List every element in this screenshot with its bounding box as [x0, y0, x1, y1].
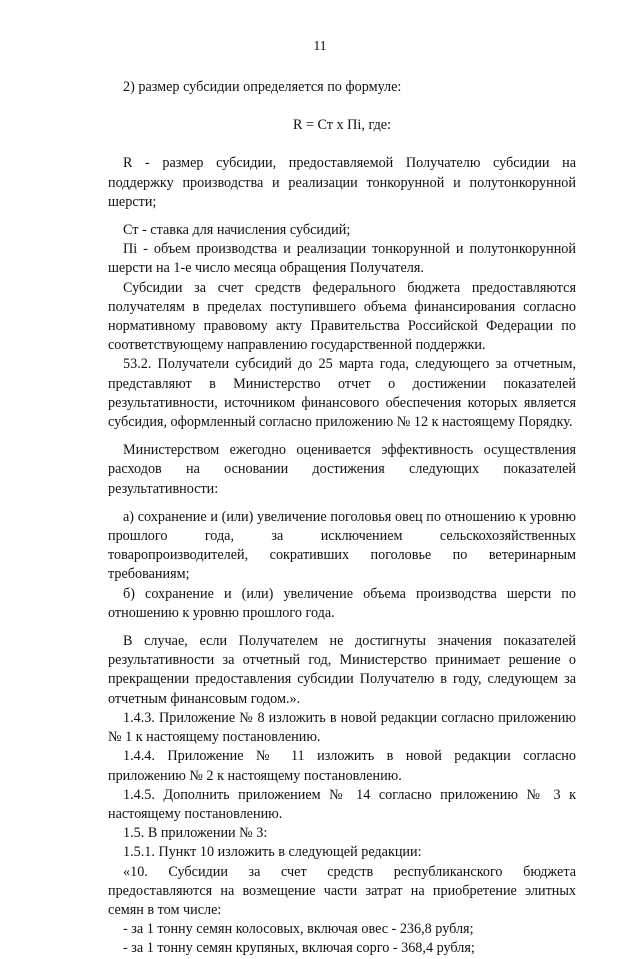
paragraph-53-2: 53.2. Получатели субсидий до 25 марта года, следующего за отчетным, представляют в Министерство отчет о достижении показателей результативности, источником финансового обеспечения которых является субсидия, оформленный согласно приложению № 12 к настоящему Порядку.: [108, 356, 576, 431]
list-item-grain-seeds: - за 1 тонну семян колосовых, включая овес - 236,8 рубля;: [123, 921, 474, 938]
page-number: 11: [313, 38, 327, 53]
paragraph-1-4-5: 1.4.5. Дополнить приложением № 14 согласно приложению № 3 к настоящему постановлению.: [108, 786, 576, 822]
paragraph-formula-intro: 2) размер субсидии определяется по формуле:: [123, 79, 402, 95]
paragraph-1-4-3: 1.4.3. Приложение № 8 изложить в новой редакции согласно приложению № 1 к настоящему постановлению.: [108, 709, 576, 746]
paragraph-1-4-4: 1.4.4. Приложение № 11 изложить в новой редакции согласно приложению № 2 к настоящему постановлению.: [108, 748, 576, 784]
paragraph-1-5-1: 1.5.1. Пункт 10 изложить в следующей редакции:: [123, 844, 422, 861]
list-item-groat-seeds: - за 1 тонну семян крупяных, включая сорго - 368,4 рубля;: [123, 940, 475, 957]
paragraph-not-achieved: В случае, если Получателем не достигнуты значения показателей результативности за отчетный год, Министерство принимает решение о прекращении предоставления субсидии Получателю в году, следующем за отчетным финансовым годом.».: [108, 633, 576, 707]
paragraph-rate-definition: Ст - ставка для начисления субсидий;: [123, 222, 351, 239]
paragraph-item-a: а) сохранение и (или) увеличение поголовья овец по отношению к уровню прошлого года, за исключением сельскохозяйственных товаропроизводителей, сокративших поголовье по ветеринарным требованиям;: [108, 508, 576, 583]
paragraph-volume-definition: Пi - объем производства и реализации тонкорунной и полутонкорунной шерсти на 1-е число месяца обращения Получателя.: [108, 241, 576, 277]
paragraph-item-b: б) сохранение и (или) увеличение объема производства шерсти по отношению к уровню прошлого года.: [108, 585, 576, 621]
paragraph-r-definition: R - размер субсидии, предоставляемой Получателю субсидии на поддержку производства и реализации тонкорунной и полутонкорунной шерсти;: [108, 155, 576, 210]
paragraph-point-10: «10. Субсидии за счет средств республиканского бюджета предоставляются на возмещение части затрат на приобретение элитных семян в том числе:: [108, 863, 576, 918]
paragraph-federal-subsidies: Субсидии за счет средств федерального бюджета предоставляются получателям в пределах поступившего объема финансирования согласно нормативному правовому акту Правительства Российской Федерации по соответствующему направлению государственной поддержки.: [108, 279, 576, 354]
paragraph-efficiency: Министерством ежегодно оценивается эффективность осуществления расходов на основании достижения следующих показателей результативности:: [108, 442, 576, 497]
formula: R = Ст х Пi, где:: [292, 117, 392, 134]
paragraph-1-5: 1.5. В приложении № 3:: [123, 825, 268, 842]
